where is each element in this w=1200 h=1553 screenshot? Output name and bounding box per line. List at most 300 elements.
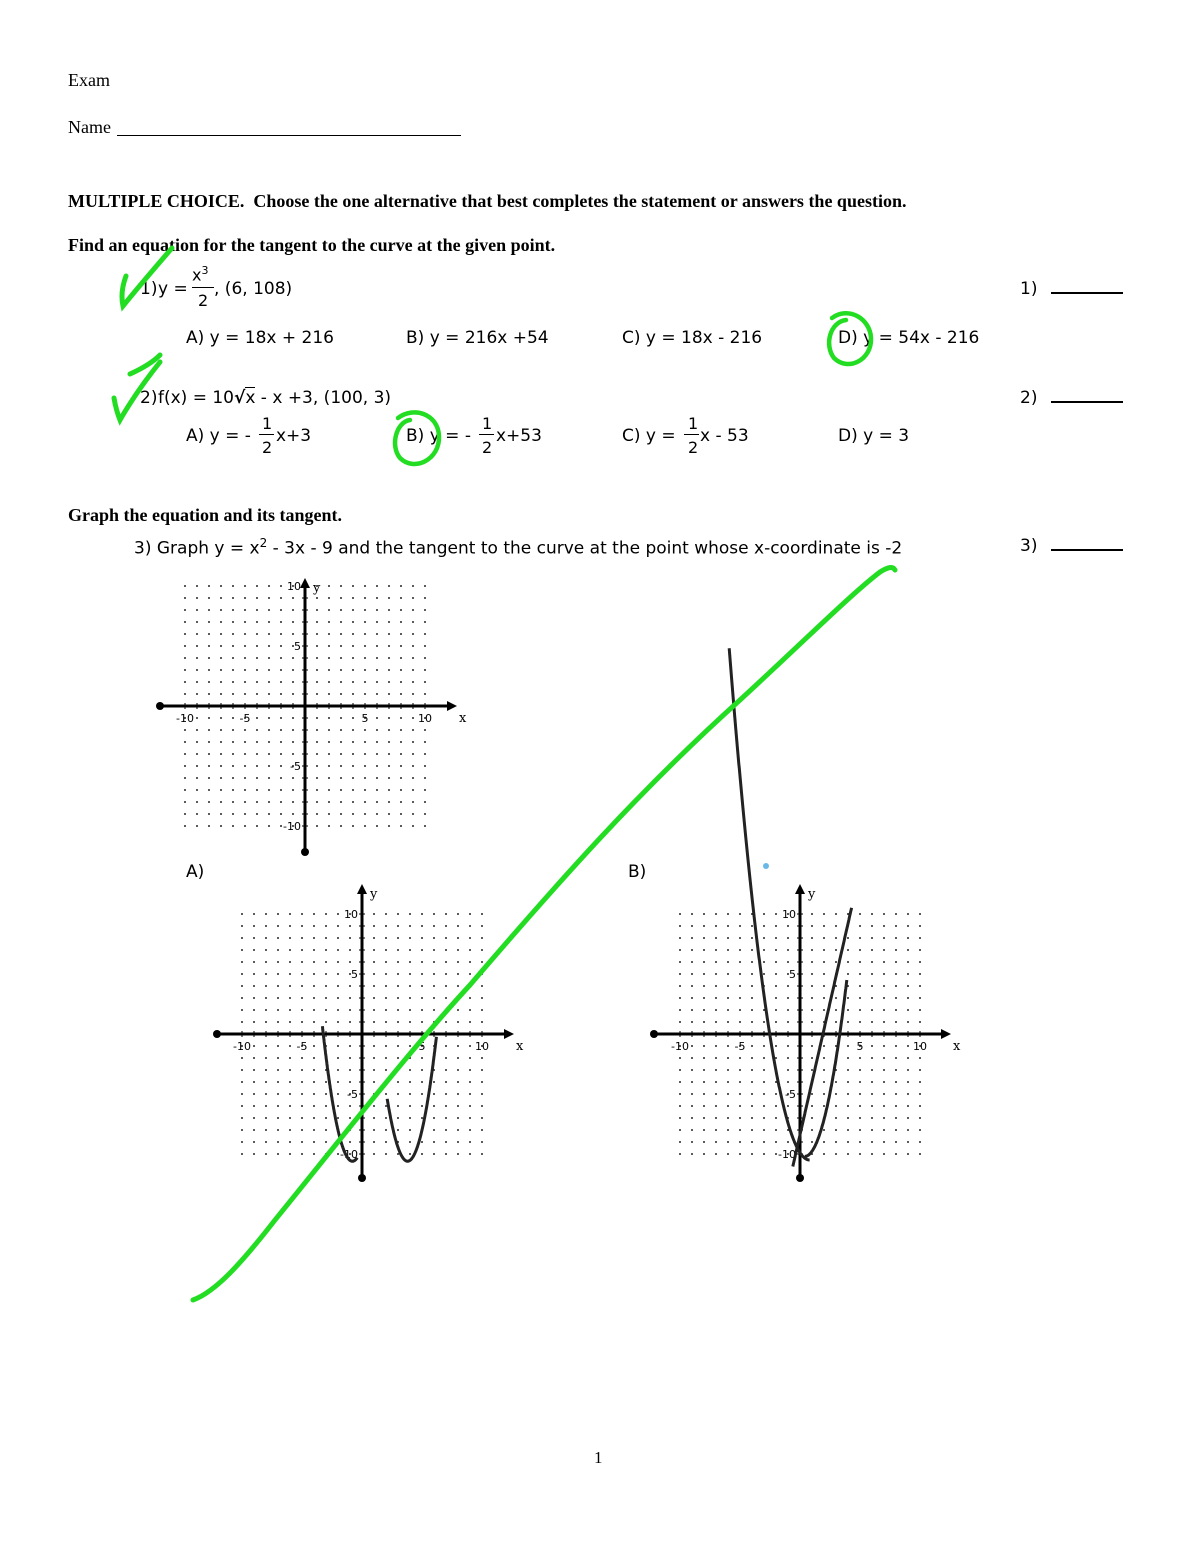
grid-dot bbox=[691, 1153, 693, 1155]
x-tick-label: 10 bbox=[913, 1040, 927, 1053]
grid-dot bbox=[823, 961, 825, 963]
grid-dot bbox=[727, 1117, 729, 1119]
grid-dot bbox=[727, 1069, 729, 1071]
grid-dot bbox=[679, 1057, 681, 1059]
grid-dot bbox=[715, 997, 717, 999]
grid-dot bbox=[763, 1129, 765, 1131]
grid-dot bbox=[691, 913, 693, 915]
x-tick-label: 10 bbox=[418, 712, 432, 725]
question-1-prefix: y = bbox=[158, 279, 188, 299]
grid-dot bbox=[823, 937, 825, 939]
grid-dot bbox=[871, 973, 873, 975]
grid-dot bbox=[907, 1153, 909, 1155]
x-tick-label: -10 bbox=[233, 1040, 251, 1053]
grid-dot bbox=[895, 1141, 897, 1143]
x-axis-label: x bbox=[516, 1039, 524, 1054]
grid-dot bbox=[883, 1141, 885, 1143]
grid-dot bbox=[751, 1141, 753, 1143]
grid-dot bbox=[727, 925, 729, 927]
grid-dot bbox=[775, 925, 777, 927]
answer-1-number: 1) bbox=[1020, 279, 1038, 299]
grid-dot bbox=[847, 1093, 849, 1095]
grid-dot bbox=[919, 997, 921, 999]
grid-dot bbox=[703, 985, 705, 987]
grid-dot bbox=[811, 1009, 813, 1011]
grid-dot bbox=[703, 1129, 705, 1131]
grid-dot bbox=[787, 1141, 789, 1143]
grid-dot bbox=[871, 1045, 873, 1047]
grid-dot bbox=[763, 1081, 765, 1083]
grid-dot bbox=[919, 1129, 921, 1131]
q1-choice-c-letter: C) bbox=[622, 328, 641, 348]
grid-dot bbox=[811, 913, 813, 915]
grid-dot bbox=[679, 985, 681, 987]
q2-choice-d-letter: D) bbox=[838, 426, 858, 446]
grid-dot bbox=[811, 961, 813, 963]
grid-dot bbox=[823, 1141, 825, 1143]
y-axis-arrow-icon bbox=[795, 884, 805, 894]
grid-dot bbox=[871, 925, 873, 927]
question-1-number: 1) bbox=[140, 279, 158, 299]
grid-dot bbox=[835, 913, 837, 915]
grid-dot bbox=[835, 961, 837, 963]
grid-dot bbox=[691, 1105, 693, 1107]
grid-dot bbox=[703, 997, 705, 999]
grid-dot bbox=[715, 1009, 717, 1011]
grid-dot bbox=[895, 1105, 897, 1107]
y-tick-label: -10 bbox=[283, 820, 301, 833]
grid-dot bbox=[715, 1057, 717, 1059]
q2-choice-a-letter: A) bbox=[186, 426, 205, 446]
grid-dot bbox=[715, 925, 717, 927]
q2-choice-a-num: 1 bbox=[262, 414, 273, 433]
y-axis-label: y bbox=[808, 887, 816, 902]
grid-dot bbox=[703, 1045, 705, 1047]
grid-dot bbox=[739, 1009, 741, 1011]
q1-choice-c-text: y = 18x - 216 bbox=[645, 328, 763, 348]
grid-dot bbox=[679, 973, 681, 975]
grid-dot bbox=[883, 1129, 885, 1131]
grid-dot bbox=[775, 937, 777, 939]
grid-dot bbox=[751, 1069, 753, 1071]
question-2-number: 2) bbox=[140, 388, 158, 408]
grid-dot bbox=[727, 949, 729, 951]
grid-dot bbox=[907, 925, 909, 927]
grid-dot bbox=[835, 1093, 837, 1095]
grid-dot bbox=[775, 1093, 777, 1095]
grid-dot bbox=[919, 961, 921, 963]
grid-dot bbox=[787, 1081, 789, 1083]
grid-dot bbox=[835, 1141, 837, 1143]
grid-dot bbox=[895, 949, 897, 951]
q2-choice-c-num: 1 bbox=[688, 414, 699, 433]
grid-dot bbox=[907, 1021, 909, 1023]
grid-dot bbox=[871, 1153, 873, 1155]
grid-dot bbox=[811, 1129, 813, 1131]
grid-dot bbox=[775, 1009, 777, 1011]
grid-dot bbox=[919, 973, 921, 975]
grid-dot bbox=[823, 925, 825, 927]
grid-dot bbox=[691, 985, 693, 987]
grid-dot bbox=[679, 925, 681, 927]
grid-dot bbox=[775, 1105, 777, 1107]
grid-dot bbox=[775, 1141, 777, 1143]
grid-dot bbox=[703, 1021, 705, 1023]
grid-dot bbox=[727, 1081, 729, 1083]
grid-dot bbox=[871, 937, 873, 939]
q1-choice-b-text: y = 216x +54 bbox=[429, 328, 549, 348]
grid-dot bbox=[751, 973, 753, 975]
question-2-root: x bbox=[245, 388, 256, 408]
grid-dot bbox=[907, 1093, 909, 1095]
grid-dot bbox=[727, 937, 729, 939]
grid-dot bbox=[859, 1009, 861, 1011]
grid-dot bbox=[787, 1045, 789, 1047]
q2-choice-a-den: 2 bbox=[262, 438, 273, 457]
grid-dot bbox=[739, 937, 741, 939]
grid-dot bbox=[703, 973, 705, 975]
grid-dot bbox=[715, 1021, 717, 1023]
grid-dot bbox=[763, 913, 765, 915]
grid-dot bbox=[883, 925, 885, 927]
grid-dot bbox=[727, 1045, 729, 1047]
grid-dot bbox=[703, 1009, 705, 1011]
grid-dot bbox=[847, 1081, 849, 1083]
grid-dot bbox=[751, 1105, 753, 1107]
grid-dot bbox=[895, 1045, 897, 1047]
y-tick-label: -10 bbox=[340, 1148, 358, 1161]
y-tick-label: -5 bbox=[290, 760, 301, 773]
grid-dot bbox=[787, 1057, 789, 1059]
grid-dot bbox=[703, 925, 705, 927]
q1-choice-a-letter: A) bbox=[186, 328, 205, 348]
grid-dot bbox=[895, 1081, 897, 1083]
grid-dot bbox=[751, 937, 753, 939]
grid-dot bbox=[883, 1009, 885, 1011]
grid-dot bbox=[847, 1129, 849, 1131]
grid-dot bbox=[751, 1045, 753, 1047]
q2-choice-c-pre: y = bbox=[645, 426, 676, 446]
grid-dot bbox=[859, 1105, 861, 1107]
y-tick-label: 5 bbox=[789, 968, 796, 981]
grid-dot bbox=[883, 1021, 885, 1023]
grid-dot bbox=[859, 997, 861, 999]
grid-dot bbox=[847, 937, 849, 939]
grid-dot bbox=[751, 961, 753, 963]
grid-dot bbox=[895, 937, 897, 939]
grid-dot bbox=[703, 1105, 705, 1107]
grid-dot bbox=[679, 1021, 681, 1023]
grid-dot bbox=[871, 1093, 873, 1095]
grid-dot bbox=[739, 1093, 741, 1095]
grid-dot bbox=[787, 1105, 789, 1107]
grid-dot bbox=[907, 961, 909, 963]
grid-dot bbox=[871, 997, 873, 999]
grid-dot bbox=[907, 937, 909, 939]
grid-dot bbox=[715, 1117, 717, 1119]
grid-dot bbox=[727, 985, 729, 987]
grid-dot bbox=[763, 1021, 765, 1023]
grid-dot bbox=[763, 1057, 765, 1059]
grid-dot bbox=[691, 949, 693, 951]
grid-dot bbox=[775, 913, 777, 915]
question-2-prompt-text: f(x) = 10 bbox=[158, 388, 234, 408]
grid-dot bbox=[751, 997, 753, 999]
grid-dot bbox=[835, 1117, 837, 1119]
grid-dot bbox=[859, 1153, 861, 1155]
grid-dot bbox=[727, 973, 729, 975]
grid-dot bbox=[907, 1141, 909, 1143]
grid-dot bbox=[883, 997, 885, 999]
grid-dot bbox=[847, 949, 849, 951]
grid-dot bbox=[883, 1057, 885, 1059]
grid-dot bbox=[859, 1057, 861, 1059]
grid-dot bbox=[871, 1105, 873, 1107]
grid-dot bbox=[847, 1117, 849, 1119]
tangent-heading: Find an equation for the tangent to the curve at the given point. bbox=[68, 235, 556, 255]
grid-dot bbox=[763, 1117, 765, 1119]
grid-dot bbox=[919, 1069, 921, 1071]
grid-dot bbox=[907, 1117, 909, 1119]
grid-dot bbox=[907, 949, 909, 951]
grid-dot bbox=[883, 1069, 885, 1071]
grid-dot bbox=[823, 1129, 825, 1131]
grid-dot bbox=[691, 1093, 693, 1095]
grid-dot bbox=[871, 985, 873, 987]
parabola-left-branch bbox=[729, 648, 809, 1160]
grid-dot bbox=[715, 937, 717, 939]
grid-dot bbox=[883, 1081, 885, 1083]
grid-dot bbox=[739, 985, 741, 987]
x-tick-label: 5 bbox=[856, 1040, 864, 1053]
q2-choice-a-post: x+3 bbox=[276, 426, 312, 446]
question-1-suffix: , (6, 108) bbox=[214, 279, 293, 299]
x-tick-label: -5 bbox=[734, 1040, 746, 1053]
grid-dot bbox=[919, 913, 921, 915]
q2-choice-b-pre: y = - bbox=[429, 426, 471, 446]
grid-dot bbox=[727, 1009, 729, 1011]
graph-heading: Graph the equation and its tangent. bbox=[68, 505, 343, 525]
grid-dot bbox=[691, 1045, 693, 1047]
q2-choice-d-pre: y = 3 bbox=[863, 426, 910, 446]
question-1-frac-num: $x^3$ bbox=[192, 264, 209, 285]
x-tick-label: 10 bbox=[475, 1040, 489, 1053]
grid-dot bbox=[739, 1105, 741, 1107]
x-axis-label: x bbox=[953, 1039, 961, 1054]
q2-choice-c-den: 2 bbox=[688, 438, 699, 457]
grid-dot bbox=[787, 985, 789, 987]
question-2-suffix: - x +3, (100, 3) bbox=[255, 388, 392, 408]
grid-dot bbox=[739, 961, 741, 963]
grid-dot bbox=[895, 1009, 897, 1011]
grid-dot bbox=[739, 973, 741, 975]
grid-dot bbox=[859, 1093, 861, 1095]
grid-dot bbox=[775, 1153, 777, 1155]
grid-dot bbox=[823, 1069, 825, 1071]
grid-dot bbox=[811, 1141, 813, 1143]
grid-dot bbox=[883, 1105, 885, 1107]
grid-dot bbox=[691, 925, 693, 927]
grid-dot bbox=[703, 1093, 705, 1095]
grid-dot bbox=[907, 1045, 909, 1047]
grid-dot bbox=[835, 1021, 837, 1023]
grid-dot bbox=[715, 1045, 717, 1047]
grid-dot bbox=[679, 937, 681, 939]
grid-dot bbox=[763, 973, 765, 975]
q1-choice-d-letter: D) bbox=[838, 328, 858, 348]
q2-choice-b-num: 1 bbox=[482, 414, 493, 433]
grid-dot bbox=[679, 1081, 681, 1083]
grid-dot bbox=[715, 961, 717, 963]
grid-dot bbox=[715, 913, 717, 915]
grid-dot bbox=[847, 1045, 849, 1047]
grid-dot bbox=[751, 949, 753, 951]
grid-dot bbox=[907, 1129, 909, 1131]
grid-dot bbox=[883, 1153, 885, 1155]
question-3-prompt-b: - 3x - 9 and the tangent to the curve at the point whose x-coordinate is -2 bbox=[267, 538, 903, 559]
grid-dot bbox=[895, 985, 897, 987]
grid-dot bbox=[775, 961, 777, 963]
grid-dot bbox=[715, 1129, 717, 1131]
x-axis-arrow-icon bbox=[941, 1029, 951, 1039]
grid-dot bbox=[691, 1057, 693, 1059]
grid-dot bbox=[691, 961, 693, 963]
grid-dot bbox=[751, 1021, 753, 1023]
grid-dot bbox=[787, 1021, 789, 1023]
grid-dot bbox=[763, 1045, 765, 1047]
grid-dot bbox=[823, 1081, 825, 1083]
grid-dot bbox=[715, 1069, 717, 1071]
grid-dot bbox=[775, 1021, 777, 1023]
grid-dot bbox=[679, 1009, 681, 1011]
grid-dot bbox=[775, 949, 777, 951]
grid-dot bbox=[715, 1081, 717, 1083]
grid-dot bbox=[787, 925, 789, 927]
grid-dot bbox=[739, 1153, 741, 1155]
x-tick-label: -5 bbox=[296, 1040, 308, 1053]
grid-dot bbox=[883, 973, 885, 975]
grid-dot bbox=[679, 1117, 681, 1119]
grid-dot bbox=[847, 1153, 849, 1155]
grid-dot bbox=[895, 1117, 897, 1119]
q1-choice-b-letter: B) bbox=[406, 328, 425, 348]
grid-dot bbox=[727, 997, 729, 999]
y-tick-label: 10 bbox=[344, 908, 358, 921]
grid-dot bbox=[835, 925, 837, 927]
grid-dot bbox=[919, 1093, 921, 1095]
q2-choice-a-pre: y = - bbox=[209, 426, 251, 446]
grid-dot bbox=[823, 1093, 825, 1095]
grid-dot bbox=[847, 1141, 849, 1143]
grid-dot bbox=[679, 1129, 681, 1131]
grid-dot bbox=[823, 1045, 825, 1047]
grid-dot bbox=[811, 997, 813, 999]
grid-dot bbox=[703, 1069, 705, 1071]
grid-dot bbox=[739, 1021, 741, 1023]
grid-dot bbox=[835, 1153, 837, 1155]
option-b-label: B) bbox=[628, 862, 647, 882]
x-tick-label: -5 bbox=[239, 712, 251, 725]
grid-dot bbox=[919, 1153, 921, 1155]
grid-dot bbox=[847, 997, 849, 999]
grid-dot bbox=[895, 913, 897, 915]
grid-dot bbox=[763, 937, 765, 939]
q2-choice-b-letter: B) bbox=[406, 426, 425, 446]
grid-dot bbox=[811, 985, 813, 987]
grid-dot bbox=[715, 949, 717, 951]
grid-dot bbox=[715, 1141, 717, 1143]
grid-dot bbox=[919, 1105, 921, 1107]
y-tick-label: 5 bbox=[294, 640, 301, 653]
grid-dot bbox=[763, 925, 765, 927]
grid-dot bbox=[703, 1153, 705, 1155]
grid-dot bbox=[703, 1057, 705, 1059]
x-tick-label: 5 bbox=[361, 712, 369, 725]
grid-dot bbox=[919, 985, 921, 987]
question-3-prompt-a: Graph y = x bbox=[156, 538, 260, 559]
grid-dot bbox=[835, 1105, 837, 1107]
grid-dot bbox=[739, 1081, 741, 1083]
grid-dot bbox=[691, 1069, 693, 1071]
grid-dot bbox=[679, 961, 681, 963]
grid-dot bbox=[859, 913, 861, 915]
grid-dot bbox=[859, 1081, 861, 1083]
grid-dot bbox=[751, 1129, 753, 1131]
grid-dot bbox=[751, 1009, 753, 1011]
q2-choice-b-den: 2 bbox=[482, 438, 493, 457]
grid-dot bbox=[883, 1117, 885, 1119]
grid-dot bbox=[703, 937, 705, 939]
grid-dot bbox=[691, 937, 693, 939]
grid-dot bbox=[811, 949, 813, 951]
grid-dot bbox=[871, 1009, 873, 1011]
grid-dot bbox=[691, 1129, 693, 1131]
grid-dot bbox=[859, 973, 861, 975]
grid-dot bbox=[811, 1069, 813, 1071]
grid-dot bbox=[811, 1117, 813, 1119]
grid-dot bbox=[883, 961, 885, 963]
grid-dot bbox=[727, 1153, 729, 1155]
grid-dot bbox=[871, 1117, 873, 1119]
grid-dot bbox=[727, 1093, 729, 1095]
grid-dot bbox=[919, 1021, 921, 1023]
grid-dot bbox=[715, 973, 717, 975]
q2-choice-c-post: x - 53 bbox=[700, 426, 749, 446]
y-tick-label: -10 bbox=[778, 1148, 796, 1161]
answer-2-number: 2) bbox=[1020, 388, 1038, 408]
grid-dot bbox=[763, 961, 765, 963]
page-number: 1 bbox=[594, 1448, 603, 1467]
y-tick-label: 10 bbox=[782, 908, 796, 921]
x-tick-label: 5 bbox=[418, 1040, 426, 1053]
grid-dot bbox=[847, 973, 849, 975]
grid-dot bbox=[775, 1045, 777, 1047]
grid-dot bbox=[775, 1057, 777, 1059]
grid-dot bbox=[919, 949, 921, 951]
grid-dot bbox=[847, 1021, 849, 1023]
grid-dot bbox=[823, 913, 825, 915]
y-axis-label: y bbox=[313, 581, 321, 596]
grid-dot bbox=[919, 937, 921, 939]
grid-dot bbox=[739, 1069, 741, 1071]
grid-dot bbox=[751, 1081, 753, 1083]
q1-choice-a-text: y = 18x + 216 bbox=[209, 328, 334, 348]
grid-dot bbox=[739, 925, 741, 927]
grid-dot bbox=[883, 937, 885, 939]
grid-dot bbox=[811, 1093, 813, 1095]
y-tick-label: -5 bbox=[785, 1088, 796, 1101]
grid-dot bbox=[739, 913, 741, 915]
